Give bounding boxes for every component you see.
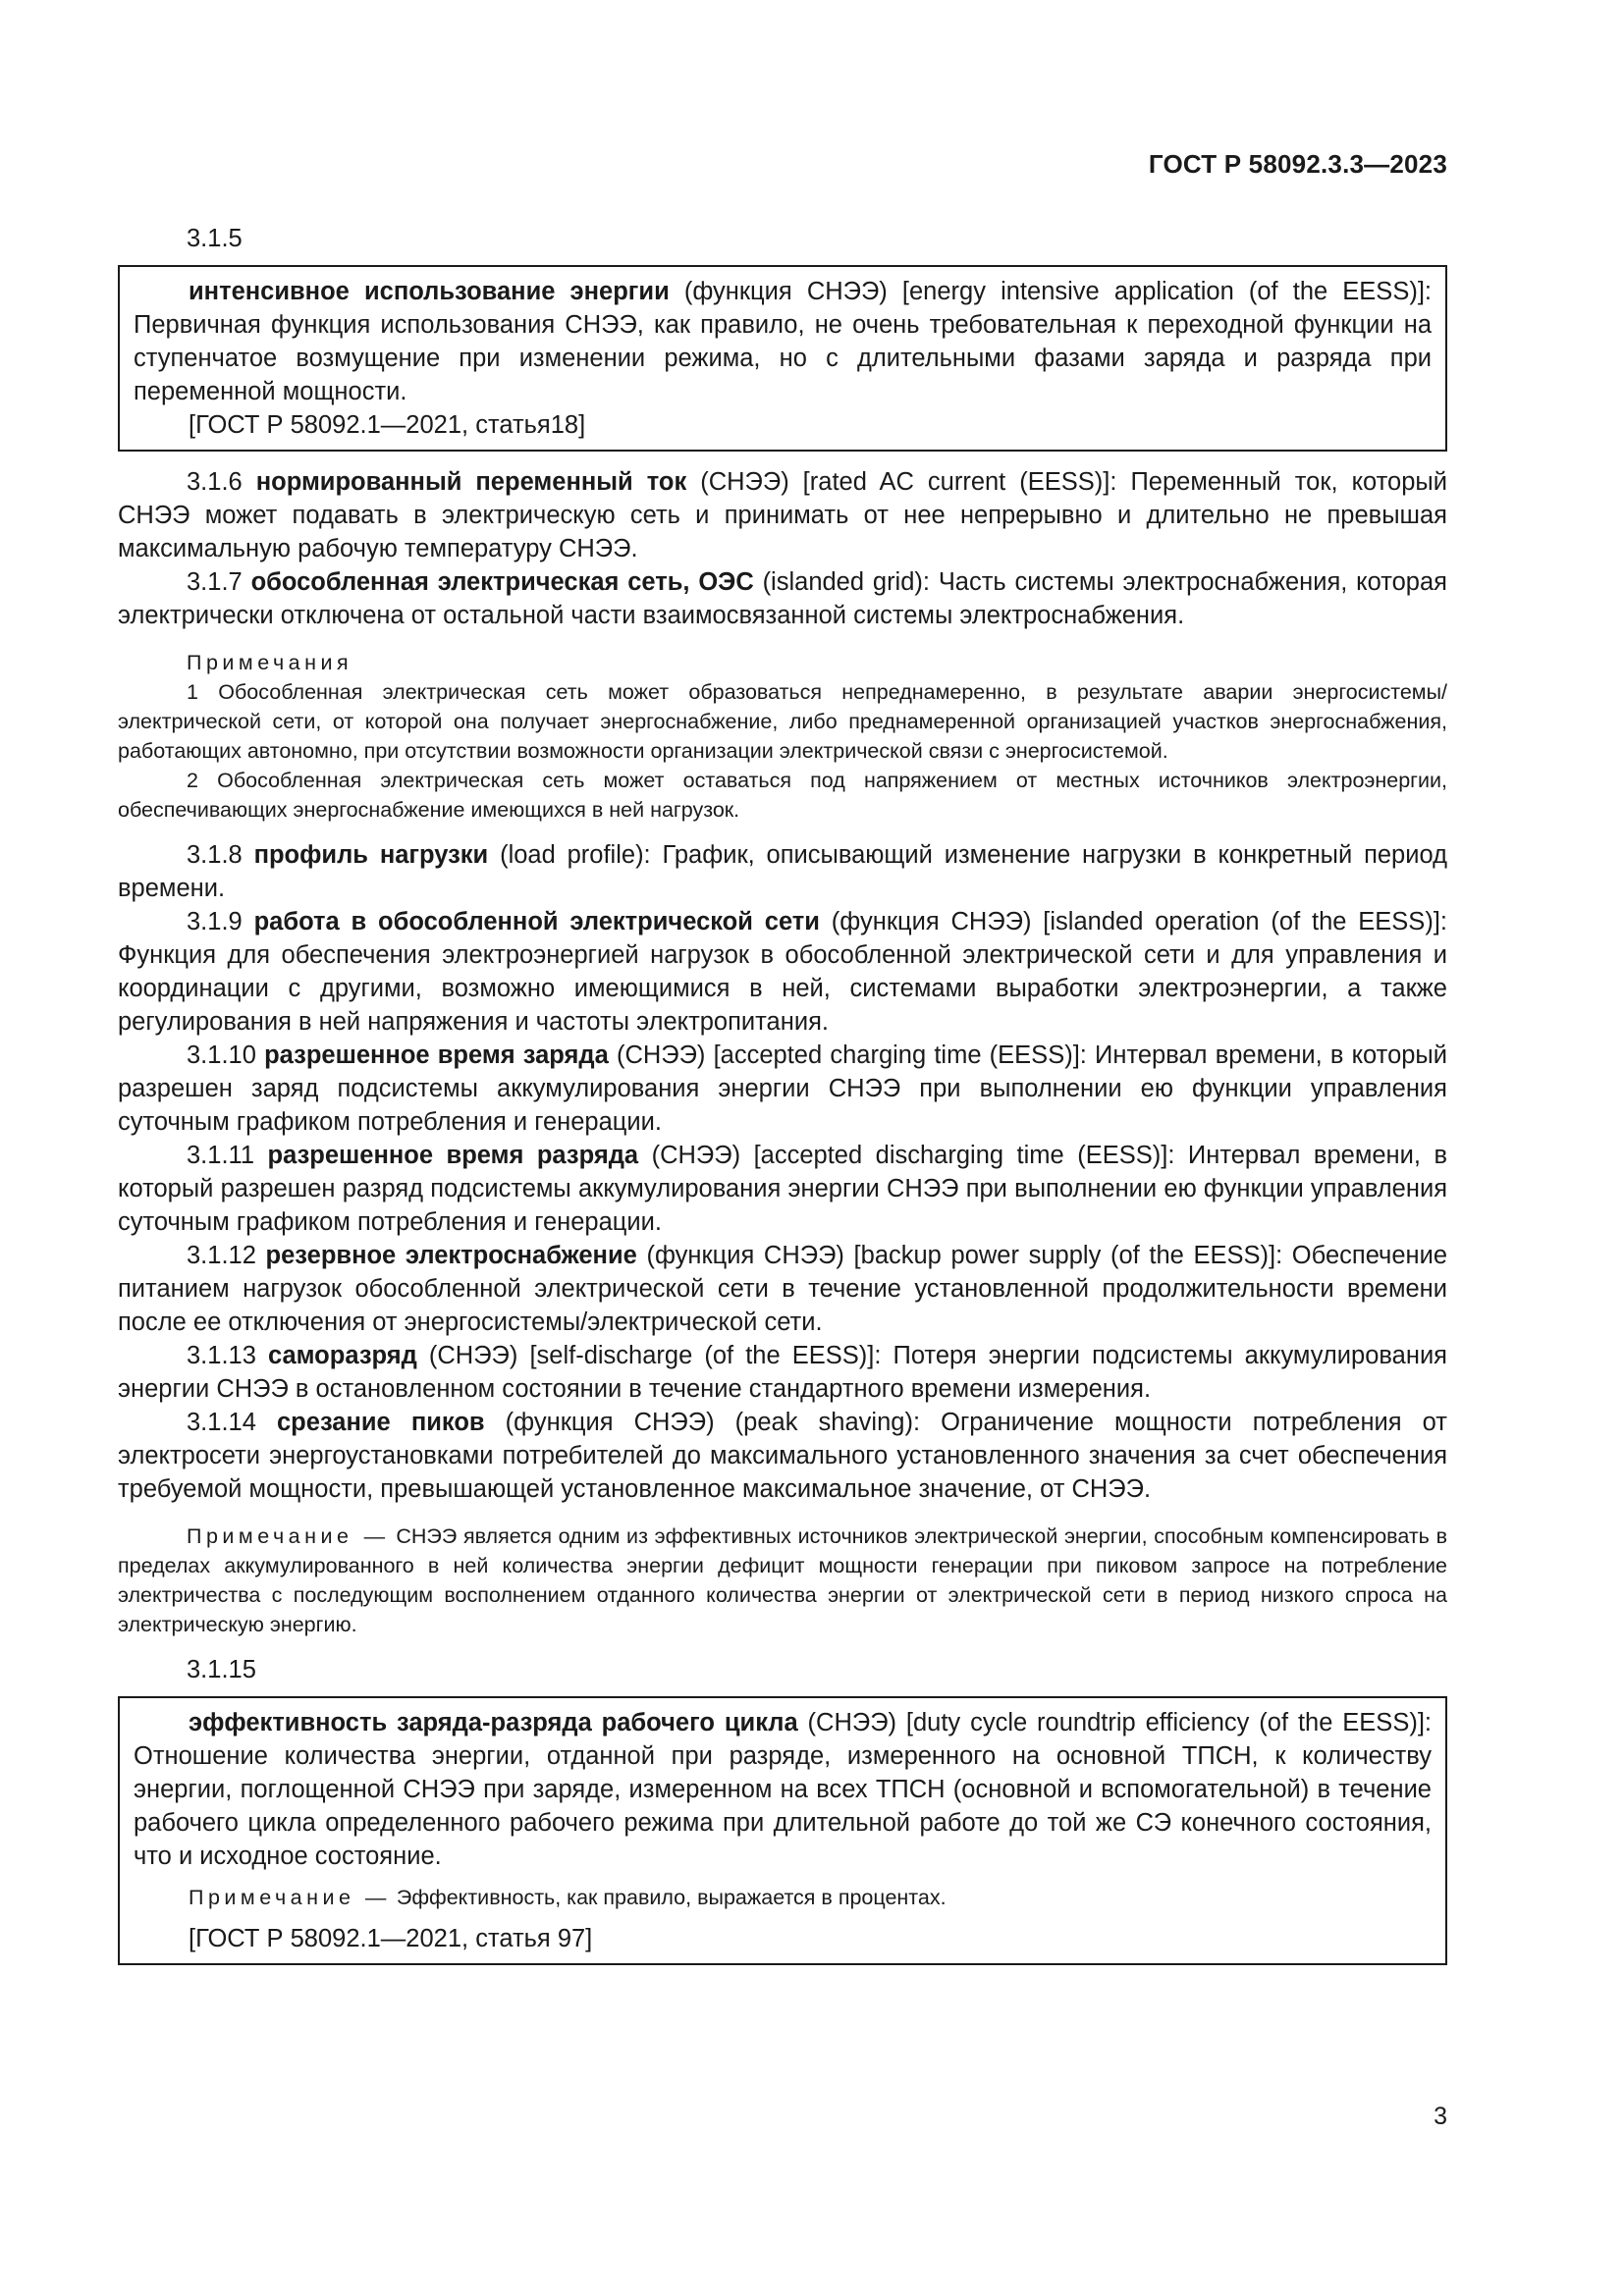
- term-entry-3-1-8: [118, 838, 1447, 905]
- definition-text-3-1-15: (СНЭЭ) [duty cycle roundtrip efficiency (of the EESS)]: Отношение количества энергии, отданной при разряде, измеренного на основной ТПСН, к количеству энергии, поглощенной СНЭЭ при заряде, измеренном на всех ТПСН (основной и вспомогательной) в течение рабочего цикла определенного рабочего режима при длительной работе до той же СЭ конечного состояния, что и исходное состояние.: [134, 1709, 1432, 1870]
- term-number: 3.1.11: [187, 1142, 268, 1169]
- term-number: 3.1.7: [187, 568, 251, 596]
- term-definition: (СНЭЭ) [accepted charging time (EESS)]: Интервал времени, в который разрешен заряд подсистемы аккумулирования энергии СНЭЭ при выполнении ею функции управления суточным графиком потребления и генерации.: [118, 1041, 1448, 1136]
- term-definition: (СНЭЭ) [self-discharge (of the EESS)]: Потеря энергии подсистемы аккумулирования энергии СНЭЭ в остановленном состоянии в течение стандартного времени измерения.: [118, 1342, 1447, 1403]
- term-definition: (функция СНЭЭ) [islanded operation (of the EESS)]: Функция для обеспечения электроэнергией нагрузок в обособленной электрической сети и для управления и координации с другими, возможно имеющимися в ней, системами выработки электроэнергии, а также регулирования в ней напряжения и частоты электропитания.: [118, 908, 1447, 1036]
- term-name: обособленная электрическая сеть, ОЭС: [250, 568, 754, 596]
- term-definition: (функция СНЭЭ) (peak shaving): Ограничение мощности потребления от электросети энергоустановками потребителей до максимального установленного значения за счет обеспечения требуемой мощности, превышающей установленное максимальное значение, от СНЭЭ.: [118, 1409, 1447, 1503]
- definition-box-3-1-15: [118, 1696, 1447, 1965]
- term-definition: (islanded grid): Часть системы электроснабжения, которая электрически отключена от остальной части взаимосвязанной системы электроснабжения.: [118, 568, 1447, 629]
- definition-text-3-1-5: (функция СНЭЭ) [energy intensive application (of the EESS)]: Первичная функция использования СНЭЭ, как правило, не очень требовательная к переходной функции на ступенчатое возмущение при изменении режима, но с длительными фазами заряда и разряда при переменной мощности.: [134, 278, 1432, 405]
- term-entry-3-1-14: [118, 1406, 1447, 1506]
- definition-box-3-1-5: [118, 265, 1447, 452]
- notes-title: Примечания: [187, 651, 353, 674]
- term-name: срезание пиков: [277, 1409, 485, 1436]
- term-entry-3-1-9: [118, 905, 1447, 1039]
- definition-3-1-15: [134, 1706, 1432, 1873]
- note-3-1-15: [134, 1883, 1432, 1912]
- term-name: профиль нагрузки: [253, 841, 489, 869]
- section-number-3-1-15: 3.1.15: [187, 1656, 256, 1683]
- term-name: разрешенное время разряда: [267, 1142, 639, 1169]
- term-name: нормированный переменный ток: [255, 468, 687, 496]
- term-number: 3.1.9: [187, 908, 254, 935]
- term-entry-3-1-7: [118, 565, 1447, 632]
- term-name: саморазряд: [267, 1342, 417, 1369]
- source-3-1-15: [ГОСТ Р 58092.1—2021, статья 97]: [189, 1925, 593, 1952]
- note-label: Примечание —: [189, 1886, 391, 1909]
- document-header: ГОСТ Р 58092.3.3—2023: [1148, 149, 1447, 179]
- definition-3-1-5: [134, 275, 1432, 408]
- term-entry-3-1-12: [118, 1239, 1447, 1339]
- note-text: СНЭЭ является одним из эффективных источников электрической энергии, способным компенсировать в пределах аккумулированного в ней количества энергии дефицит мощности генерации при пиковом запросе на потребление электричества с последующим восполнением отданного количества энергии от электрической сети в период низкого спроса на электрическую энергию.: [118, 1524, 1448, 1636]
- page-number: 3: [1434, 2103, 1447, 2130]
- term-entry-3-1-11: [118, 1139, 1447, 1239]
- note-item: 2 Обособленная электрическая сеть может оставаться под напряжением от местных источников электроэнергии, обеспечивающих энергоснабжение имеющихся в ней нагрузок.: [118, 769, 1447, 822]
- term-definition: (СНЭЭ) [accepted discharging time (EESS)]: Интервал времени, в который разрешен разряд подсистемы аккумулирования энергии СНЭЭ при выполнении ею функции управления суточным графиком потребления и генерации.: [118, 1142, 1447, 1236]
- term-number: 3.1.10: [187, 1041, 265, 1069]
- term-number: 3.1.13: [187, 1342, 268, 1369]
- document-body: [118, 222, 1447, 1965]
- note-label: Примечание —: [187, 1524, 390, 1548]
- term-3-1-5: интенсивное использование энергии: [189, 278, 670, 305]
- term-definition: (функция СНЭЭ) [backup power supply (of the EESS)]: Обеспечение питанием нагрузок обособленной электрической сети в течение установленной продолжительности времени после ее отключения от энергосистемы/электрической сети.: [118, 1242, 1448, 1336]
- note-item: [118, 1522, 1447, 1639]
- notes-3-1-7: [118, 648, 1447, 825]
- term-3-1-15: эффективность заряда-разряда рабочего цикла: [189, 1709, 798, 1736]
- term-number: 3.1.8: [187, 841, 254, 869]
- term-entry-3-1-13: [118, 1339, 1447, 1406]
- term-name: разрешенное время заряда: [264, 1041, 609, 1069]
- term-entry-3-1-10: [118, 1039, 1447, 1139]
- term-name: резервное электроснабжение: [265, 1242, 637, 1269]
- term-entry-3-1-6: [118, 465, 1447, 565]
- term-name: работа в обособленной электрической сети: [253, 908, 820, 935]
- note-text: Эффективность, как правило, выражается в процентах.: [390, 1886, 947, 1909]
- section-number-3-1-5: 3.1.5: [187, 225, 243, 252]
- source-3-1-5: [ГОСТ Р 58092.1—2021, статья18]: [189, 411, 586, 439]
- note-item: 1 Обособленная электрическая сеть может образоваться непреднамеренно, в результате аварии энергосистемы/электрической сети, от которой она получает энергоснабжение, либо преднамеренной организацией участков энергоснабжения, работающих автономно, при отсутствии возможности организации электрической связи с энергосистемой.: [118, 680, 1447, 763]
- term-definition: (load profile): График, описывающий изменение нагрузки в конкретный период времени.: [118, 841, 1447, 902]
- term-definition: (СНЭЭ) [rated AC current (EESS)]: Переменный ток, который СНЭЭ может подавать в электрическую сеть и принимать от нее непрерывно и длительно не превышая максимальную рабочую температуру СНЭЭ.: [118, 468, 1447, 562]
- term-number: 3.1.12: [187, 1242, 266, 1269]
- term-number: 3.1.14: [187, 1409, 277, 1436]
- term-number: 3.1.6: [187, 468, 256, 496]
- note-3-1-14: [118, 1522, 1447, 1639]
